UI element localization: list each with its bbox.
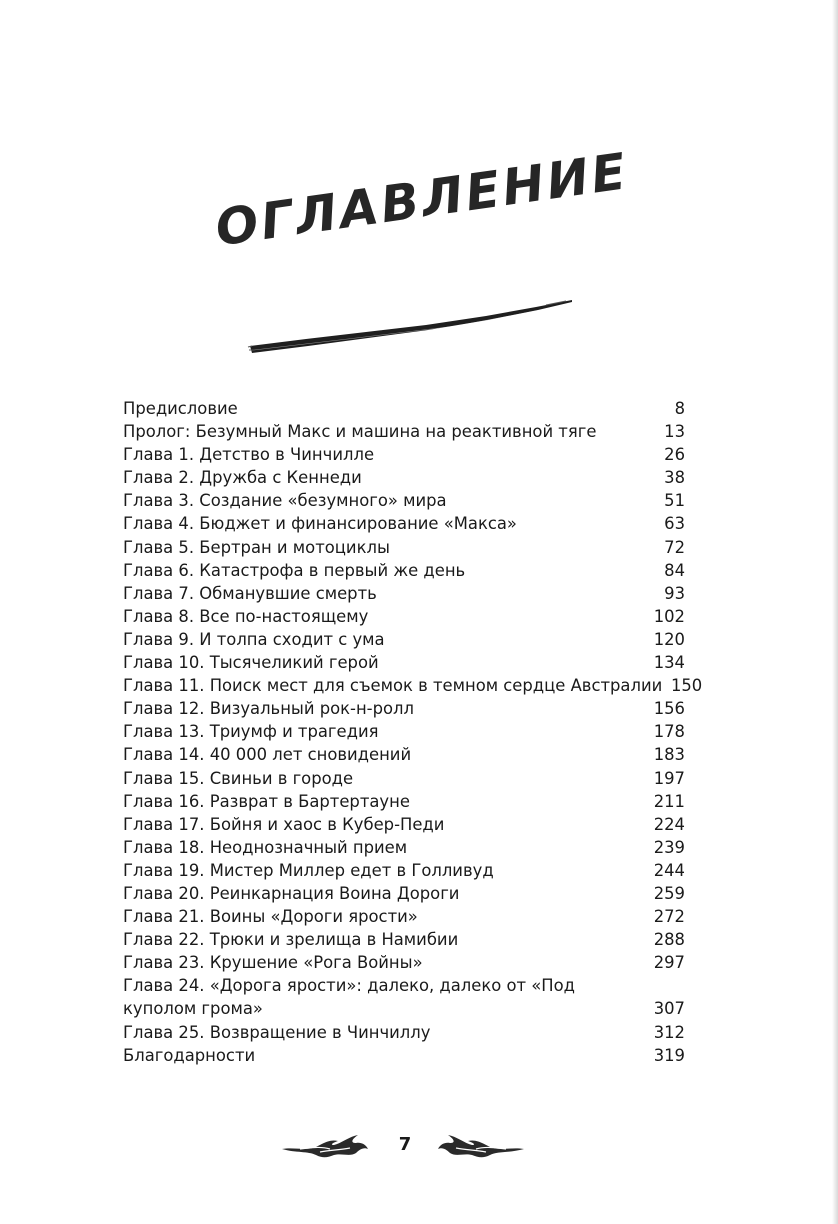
toc-entry-page: 13 xyxy=(664,422,685,442)
toc-entry xyxy=(123,1044,685,1067)
toc-entry xyxy=(123,859,685,882)
toc-entry-title: Глава 5. Бертран и мотоциклы xyxy=(123,537,390,557)
toc-entry-page: 8 xyxy=(674,399,685,418)
toc-entry xyxy=(123,536,685,559)
toc-entry-page: 244 xyxy=(653,860,685,880)
toc-entry xyxy=(123,928,685,951)
toc-entry-page: 288 xyxy=(653,930,685,950)
toc-entry-title: Глава 11. Поиск мест для съемок в темном сердце Австралии xyxy=(123,676,663,696)
toc-entry xyxy=(123,512,685,535)
toc-entry xyxy=(123,582,685,605)
toc-entry-title: Глава 20. Реинкарнация Воина Дороги xyxy=(123,883,460,903)
toc-entry xyxy=(123,605,685,628)
toc-entry-page: 297 xyxy=(653,953,685,973)
toc-entry-title: Глава 9. И толпа сходит с ума xyxy=(123,629,385,649)
toc-entry-title: Глава 21. Воины «Дороги ярости» xyxy=(123,907,418,927)
toc-entry-title: Глава 25. Возвращение в Чинчиллу xyxy=(123,1022,431,1042)
toc-entry-title: Глава 6. Катастрофа в первый же день xyxy=(123,560,466,580)
toc-entry-page: 197 xyxy=(653,768,685,788)
toc-entry xyxy=(123,813,685,836)
toc-entry-page: 307 xyxy=(653,999,685,1019)
toc-entry-page: 259 xyxy=(653,883,685,903)
page-number: 7 xyxy=(398,1134,412,1155)
toc-entry-title: Глава 12. Визуальный рок-н-ролл xyxy=(123,699,414,719)
toc-entry-page: 150 xyxy=(670,676,703,696)
toc-entry-page: 239 xyxy=(653,837,685,857)
toc-entry-page: 26 xyxy=(664,445,685,465)
toc-entry xyxy=(123,674,703,697)
toc-entry xyxy=(123,489,685,512)
toc-entry-title: Глава 18. Неоднозначный прием xyxy=(123,837,408,857)
flame-ornament-left-icon xyxy=(280,1131,370,1163)
toc-entry xyxy=(123,651,685,674)
toc-entry-page: 93 xyxy=(664,583,685,603)
toc-entry-title: Глава 8. Все по-настоящему xyxy=(123,606,369,626)
toc-entry xyxy=(123,882,685,905)
toc-entry-title: Пролог: Безумный Макс и машина на реактивной тяге xyxy=(123,422,597,442)
toc-entry xyxy=(123,743,685,766)
toc-entry xyxy=(123,974,685,1020)
toc-entry xyxy=(123,466,685,489)
toc-entry xyxy=(123,397,685,420)
toc-entry-page: 178 xyxy=(653,722,685,742)
toc-entry xyxy=(123,1021,685,1044)
toc-entry-title: Глава 10. Тысячеликий герой xyxy=(123,653,379,673)
toc-entry-title: Глава 15. Свиньи в городе xyxy=(123,768,354,788)
toc-entry-title: Предисловие xyxy=(123,399,238,418)
toc-entry-page: 102 xyxy=(653,606,685,626)
toc-entry-page: 156 xyxy=(653,699,685,719)
toc-entry-title: Глава 23. Крушение «Рога Войны» xyxy=(123,953,423,973)
toc-entry-page: 51 xyxy=(664,491,685,511)
toc-entry-page: 183 xyxy=(653,745,685,765)
toc-entry xyxy=(123,697,685,720)
toc-entry-title: Глава 24. «Дорога ярости»: далеко, далеко от «Под куполом грома» xyxy=(123,976,575,1019)
toc-entry-title: Глава 4. Бюджет и финансирование «Макса» xyxy=(123,514,517,534)
toc-entry xyxy=(123,443,685,466)
toc-entry-page: 63 xyxy=(664,514,685,534)
toc-entry-page: 120 xyxy=(653,629,685,649)
toc-entry-page: 72 xyxy=(664,537,685,557)
toc-entry xyxy=(123,905,685,928)
toc-entry xyxy=(123,720,685,743)
brush-stroke-underline xyxy=(246,292,576,362)
toc-entry-page: 211 xyxy=(653,791,685,811)
toc-entry xyxy=(123,836,685,859)
toc-entry-page: 312 xyxy=(653,1022,685,1042)
toc-entry-title: Глава 16. Разврат в Бартертауне xyxy=(123,791,410,811)
toc-entry-page: 84 xyxy=(664,560,685,580)
toc-entry-title: Глава 22. Трюки и зрелища в Намибии xyxy=(123,930,459,950)
toc-entry xyxy=(123,790,685,813)
page-edge-shadow xyxy=(832,0,838,1224)
table-of-contents xyxy=(123,397,703,1067)
toc-entry-title: Глава 17. Бойня и хаос в Кубер-Педи xyxy=(123,814,445,834)
toc-entry-title: Глава 14. 40 000 лет сновидений xyxy=(123,745,412,765)
toc-entry-page: 134 xyxy=(653,653,685,673)
toc-entry-title: Глава 19. Мистер Миллер едет в Голливуд xyxy=(123,860,494,880)
toc-entry-title: Глава 13. Триумф и трагедия xyxy=(123,722,379,742)
toc-entry-title: Глава 2. Дружба с Кеннеди xyxy=(123,468,362,488)
flame-ornament-right-icon xyxy=(436,1131,526,1163)
toc-entry-title: Благодарности xyxy=(123,1045,256,1065)
page-title: ОГЛАВЛЕНИЕ xyxy=(212,142,633,258)
toc-entry-page: 319 xyxy=(653,1045,685,1065)
toc-entry xyxy=(123,559,685,582)
toc-entry-page: 272 xyxy=(653,907,685,927)
toc-entry-title: Глава 3. Создание «безумного» мира xyxy=(123,491,447,511)
toc-entry xyxy=(123,951,685,974)
toc-entry xyxy=(123,767,685,790)
toc-entry xyxy=(123,420,685,443)
toc-entry-title: Глава 7. Обманувшие смерть xyxy=(123,583,377,603)
toc-entry-page: 38 xyxy=(664,468,685,488)
toc-entry-page: 224 xyxy=(653,814,685,834)
toc-entry xyxy=(123,628,685,651)
toc-entry-title: Глава 1. Детство в Чинчилле xyxy=(123,445,375,465)
